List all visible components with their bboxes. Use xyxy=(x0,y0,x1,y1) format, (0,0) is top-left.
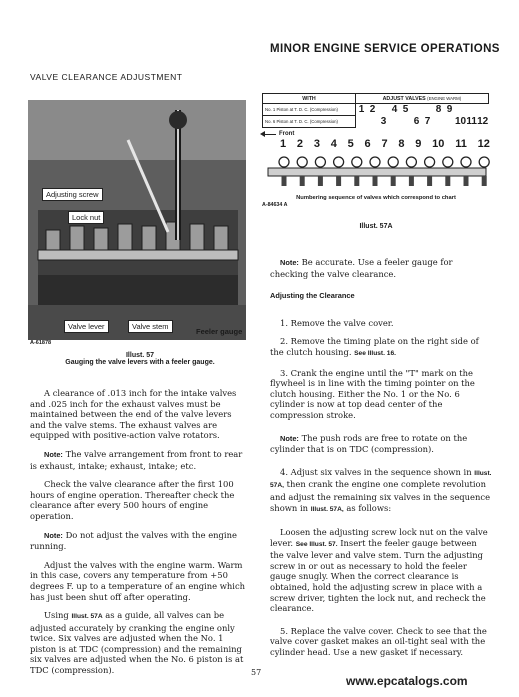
page-number: 57 xyxy=(251,668,262,677)
valve-stem-shape xyxy=(427,176,432,186)
valve-cell xyxy=(411,104,422,116)
lock-nut-label: Lock nut xyxy=(68,211,104,224)
step-3: 3. Crank the engine until the "T" mark on the flywheel is in line with the timing pointer on the clutch housing. Either the No. 1 or the No. 6 cylinder is now at top dead center of the compression stroke. xyxy=(270,367,475,420)
footer-url: www.epcatalogs.com xyxy=(346,674,468,688)
section-title: VALVE CLEARANCE ADJUSTMENT xyxy=(30,72,183,82)
valve-cell xyxy=(422,104,433,116)
illust-57a-ref: Illust. 57A, xyxy=(270,469,492,490)
valve-cell xyxy=(400,116,411,128)
front-arrow-icon xyxy=(262,134,276,135)
valve-stem-shape xyxy=(300,176,305,186)
valve-number: 6 xyxy=(364,138,371,150)
table-header-row xyxy=(263,94,489,104)
valve-circle xyxy=(279,157,289,167)
valve-number-row xyxy=(262,138,490,150)
using-rest: as a guide, all valves can be adjusted accurately by cranking the engine only twice. Six valves are adjusted when the No. 1 piston is at TDC (compression) and the remaining six valves are adjusted when the No. 6 piston is at TDC (compression). xyxy=(30,610,244,676)
note-text: The valve arrangement from front to rear is exhaust, intake; exhaust, intake; etc. xyxy=(30,448,243,471)
push-rod-note xyxy=(270,433,492,455)
valve-stem-shape xyxy=(373,176,378,186)
valve-cell xyxy=(389,116,400,128)
valve-number: 10 xyxy=(432,138,445,150)
valve-stem-label: Valve stem xyxy=(128,320,173,333)
valve-stem-shape xyxy=(464,176,469,186)
note-text: The push rods are free to rotate on the cylinder that is on TDC (compression). xyxy=(270,432,468,455)
step-2-text: 2. Remove the timing plate on the right side of the clutch housing. xyxy=(270,336,479,357)
step-2 xyxy=(270,336,492,359)
loosen-paragraph xyxy=(270,527,492,614)
engine-photo xyxy=(28,100,246,340)
numbering-caption: Numbering sequence of valves which correspond to chart xyxy=(296,195,456,201)
step-1: 1. Remove the valve cover. xyxy=(280,317,394,328)
photo-id: A-61878 xyxy=(30,340,52,346)
illust-57-text: Gauging the valve levers with a feeler gauge. xyxy=(65,359,215,366)
using-guide-paragraph xyxy=(30,610,246,676)
valve-circle xyxy=(443,157,453,167)
valve-number: 8 xyxy=(398,138,405,150)
valve-cell: 11 xyxy=(466,116,477,127)
valve-arrangement-note xyxy=(30,449,246,471)
valve-circle xyxy=(479,157,489,167)
illust-57-title: Illust. 57 xyxy=(125,352,154,359)
valve-cell xyxy=(444,116,455,128)
valve-circle xyxy=(370,157,380,167)
valve-number: 4 xyxy=(330,138,337,150)
valve-cell: 10 xyxy=(455,116,467,127)
step-4-end: as follows: xyxy=(346,502,392,513)
clearance-paragraph: A clearance of .013 inch for the intake valves and .025 inch for the exhaust valves must be maintained between the end of the valve levers and the valve stems. The exhaust valves are equipped with positive-action valve rotators. xyxy=(30,388,237,441)
adjusting-screw-label: Adjusting screw xyxy=(42,188,103,201)
valve-number: 12 xyxy=(477,138,490,150)
valve-cell: 2 xyxy=(369,104,376,116)
engine-warm-paragraph: Adjust the valves with the engine warm. Warm in this case, covers any temperature from +50 degrees F. up to a temperature of an engine which has just been shut off after operating. xyxy=(30,559,246,602)
valve-cell xyxy=(433,116,444,128)
accuracy-note xyxy=(270,257,492,279)
valve-cell: 9 xyxy=(446,104,453,116)
valve-number: 5 xyxy=(347,138,354,150)
header-with: WITH xyxy=(263,94,356,104)
note-text: Do not adjust the valves with the engine running. xyxy=(30,529,237,552)
valve-cell xyxy=(455,104,466,116)
valve-cell: 12 xyxy=(477,116,489,127)
note-label: Note: xyxy=(44,530,63,540)
valve-stem-shape xyxy=(336,176,341,186)
valve-stem-shape xyxy=(318,176,323,186)
valve-stem-shape xyxy=(391,176,396,186)
valve-stem-shape xyxy=(482,176,487,186)
valve-cell: 5 xyxy=(402,104,409,116)
valve-cell: 3 xyxy=(380,116,387,127)
valve-adjust-table xyxy=(262,93,489,128)
row-label: No. 6 Piston at T. D. C. (Compression) xyxy=(263,116,356,128)
page-header-title: MINOR ENGINE SERVICE OPERATIONS xyxy=(270,43,500,55)
valve-cell: 1 xyxy=(358,104,365,116)
using-lead: Using xyxy=(44,610,69,621)
valve-cell: 4 xyxy=(391,104,398,116)
step-5: 5. Replace the valve cover. Check to see that the valve cover gasket makes an oil-tight seal with the cylinder head. Use a new gasket if necessary. xyxy=(270,625,487,658)
valve-cell xyxy=(466,104,477,116)
valve-cell xyxy=(356,116,368,128)
valve-number: 11 xyxy=(455,138,467,150)
front-label: Front xyxy=(279,131,295,137)
valve-number: 3 xyxy=(313,138,320,150)
note-label: Note: xyxy=(280,433,299,443)
valve-circle xyxy=(334,157,344,167)
illust-57a-ref: Illust. 57A xyxy=(71,613,103,621)
step-4-lead: 4. Adjust six valves in the sequence shown in xyxy=(280,466,472,477)
header-warm-text: (ENGINE WARM) xyxy=(427,95,462,101)
valve-number: 7 xyxy=(381,138,388,150)
valve-circle xyxy=(352,157,362,167)
valve-cell: 8 xyxy=(435,104,442,116)
illust-57-ref: See Illust. 57. xyxy=(295,540,338,548)
valve-circle xyxy=(297,157,307,167)
valve-cell xyxy=(367,116,378,128)
valve-circle xyxy=(406,157,416,167)
valve-diagram xyxy=(262,150,490,190)
note-text: Be accurate. Use a feeler gauge for checking the valve clearance. xyxy=(270,257,453,279)
valve-number: 2 xyxy=(296,138,304,150)
front-indicator xyxy=(262,131,490,137)
valve-stem-shape xyxy=(445,176,450,186)
valve-circle xyxy=(461,157,471,167)
row-label: No. 1 Piston at T. D. C. (Compression) xyxy=(263,104,356,116)
valve-sequence-chart xyxy=(262,93,490,230)
valve-stem-shape xyxy=(409,176,414,186)
chart-id: A-84634 A xyxy=(262,202,288,208)
loosen-lead: Loosen the adjusting screw lock nut on the valve lever. xyxy=(270,527,488,548)
valve-lever-label: Valve lever xyxy=(64,320,109,333)
left-column xyxy=(30,388,246,676)
note-label: Note: xyxy=(280,258,299,267)
table-row xyxy=(263,104,489,116)
right-column xyxy=(270,257,492,658)
feeler-gauge-label: Feeler gauge xyxy=(196,327,243,336)
engine-photo-drawing xyxy=(28,100,246,340)
valve-stem-shape xyxy=(354,176,359,186)
valve-number: 1 xyxy=(280,138,287,150)
loosen-rest: Insert the feeler gauge between the valve lever and valve stem. Turn the adjusting screw in or out as necessary to hold the feeler gauge snugly. When the correct clearance is obtained, hold the adjusting screw in place with a screw driver, tighten the lock nut, and recheck the clearance. xyxy=(270,537,486,614)
valve-cell xyxy=(477,104,488,116)
adjusting-clearance-heading: Adjusting the Clearance xyxy=(270,291,355,301)
check-clearance-paragraph: Check the valve clearance after the first 100 hours of engine operation. Thereafter check the clearance after every 500 hours of engine operation. xyxy=(30,479,235,521)
header-adjust-text: ADJUST VALVES xyxy=(382,95,426,102)
illust-57a-ref: Illust. 57A, xyxy=(310,505,344,513)
valve-cell xyxy=(378,104,389,116)
valve-stem-shape xyxy=(282,176,287,186)
illust-57-caption xyxy=(60,352,220,366)
illust-16-ref: See Illust. 16. xyxy=(354,349,396,357)
valve-circle xyxy=(388,157,398,167)
note-label: Note: xyxy=(44,449,63,459)
header-adjust xyxy=(356,94,489,104)
step-4 xyxy=(270,467,492,515)
valve-circle xyxy=(315,157,325,167)
illust-57a-label: Illust. 57A xyxy=(359,223,393,230)
valve-cell: 7 xyxy=(424,116,431,127)
valve-number: 9 xyxy=(415,138,422,150)
do-not-adjust-note xyxy=(30,530,246,552)
valve-cell: 6 xyxy=(413,116,420,127)
step-4-mid: then crank the engine one complete revolution and adjust the remaining six valves in the sequence shown in xyxy=(270,479,491,513)
table-row xyxy=(263,116,489,128)
valve-circle xyxy=(425,157,435,167)
